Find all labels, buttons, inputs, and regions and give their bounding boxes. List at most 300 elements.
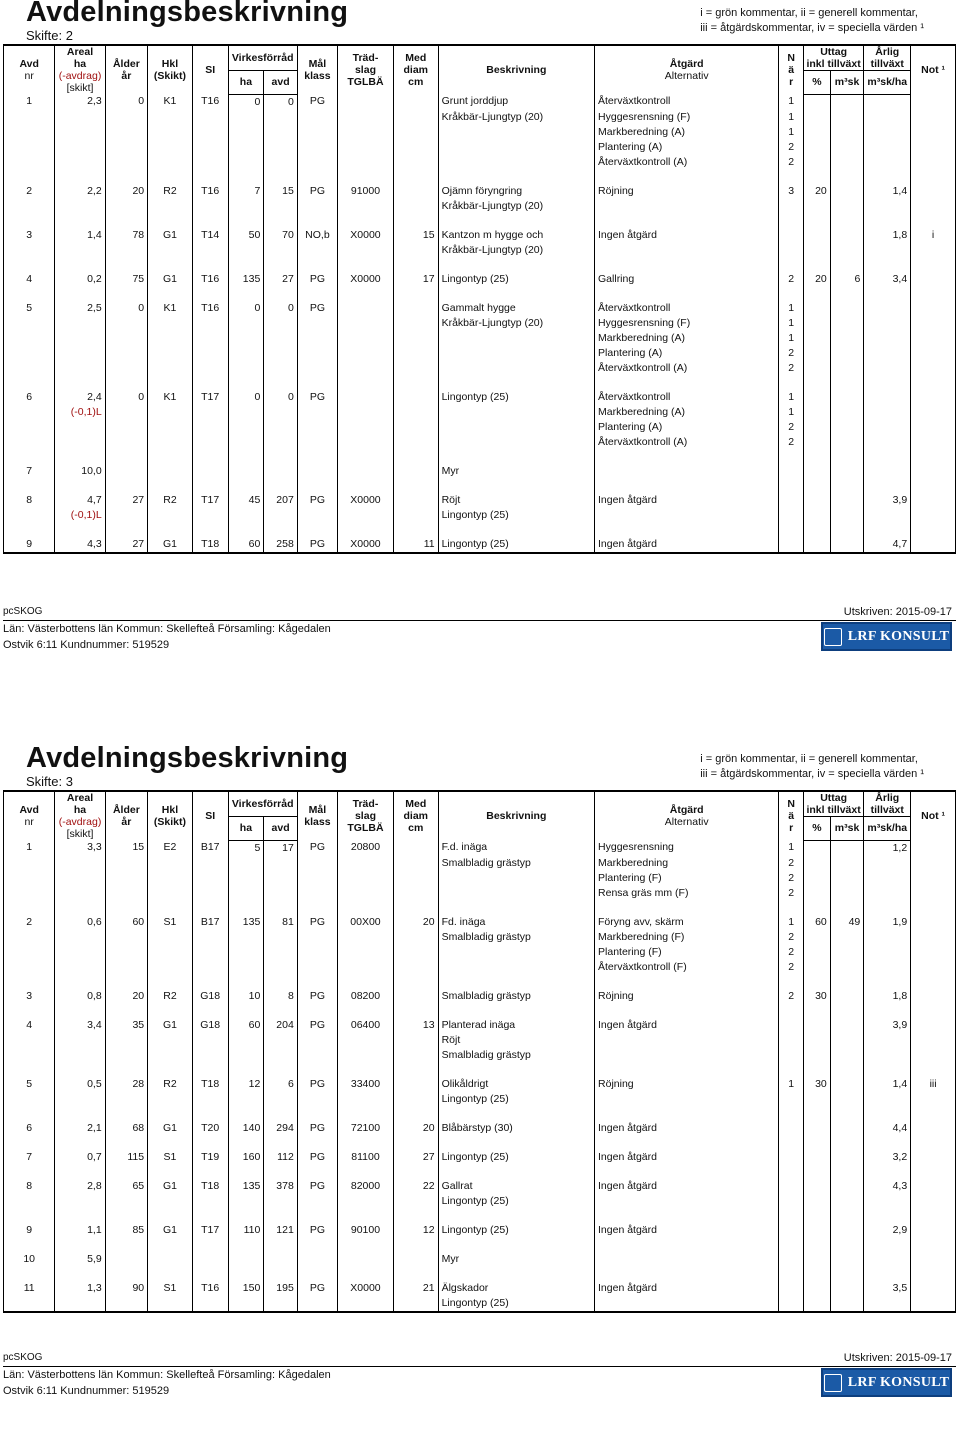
cell-uttag-pct (803, 155, 830, 170)
spacer-cell (830, 1107, 864, 1121)
cell-arlig-tillvaxt (864, 331, 911, 346)
cell-med-diam (393, 110, 438, 125)
col-hkl-header-line: (Skikt) (153, 816, 187, 828)
col-nar-header-line: N (787, 798, 795, 810)
cell-vf-ha (228, 110, 264, 125)
spacer-cell (55, 1004, 105, 1018)
cell-si: G18 (192, 1018, 228, 1033)
cell-malklass (297, 1296, 337, 1312)
cell-alder (105, 346, 147, 361)
pcskog-label: pcSKOG (3, 606, 43, 617)
cell-atgard: Hyggesrensning (F) (595, 110, 779, 125)
spacer-cell (595, 376, 779, 390)
cell-beskrivning: Gammalt hygge (438, 301, 594, 316)
spacer-cell (779, 287, 804, 301)
col-si-header (192, 45, 228, 94)
cell-malklass: PG (297, 1150, 337, 1165)
cell-beskrivning: Smalbladig grästyp (438, 930, 594, 945)
cell-tradslag: X0000 (338, 493, 394, 508)
col-areal-header (55, 45, 105, 94)
cell-vf-avd: 378 (264, 1179, 298, 1194)
cell-atgard: Markberedning (A) (595, 331, 779, 346)
table-row (4, 184, 956, 199)
cell-beskrivning: Grunt jorddjup (438, 94, 594, 110)
cell-uttag-m3sk (830, 110, 864, 125)
cell-nar (779, 537, 804, 553)
cell-avd-nr: 8 (4, 1179, 55, 1194)
cell-si: T16 (192, 1281, 228, 1296)
cell-uttag-m3sk (830, 435, 864, 450)
cell-malklass: PG (297, 1281, 337, 1296)
spacer-cell (55, 479, 105, 493)
spacer-cell (338, 258, 394, 272)
spacer-cell (148, 1063, 193, 1077)
spacer-cell (264, 1238, 298, 1252)
cell-not (911, 110, 956, 125)
col-malklass-header-line: klass (304, 816, 331, 828)
spacer-cell (864, 287, 911, 301)
cell-alder (105, 140, 147, 155)
cell-beskrivning: Myr (438, 464, 594, 479)
col-diam-header-line: diam (403, 64, 428, 76)
col-uttag-pct-header (803, 71, 830, 95)
spacer-cell (148, 1209, 193, 1223)
cell-arlig-tillvaxt (864, 856, 911, 871)
cell-si: T17 (192, 1223, 228, 1238)
cell-alder (105, 1048, 147, 1063)
row-spacer (4, 1165, 956, 1179)
col-virkesforrad-header-line: Virkesförråd (231, 798, 294, 810)
cell-si: G18 (192, 989, 228, 1004)
spacer-cell (864, 1209, 911, 1223)
cell-hkl (148, 140, 193, 155)
spacer-cell (393, 1063, 438, 1077)
spacer-cell (911, 975, 956, 989)
cell-tradslag (338, 301, 394, 316)
spacer-cell (393, 1136, 438, 1150)
cell-nar (779, 228, 804, 243)
spacer-cell (830, 1004, 864, 1018)
spacer-cell (228, 1267, 264, 1281)
cell-areal (55, 140, 105, 155)
cell-vf-ha (228, 316, 264, 331)
cell-vf-avd (264, 316, 298, 331)
cell-tradslag (338, 94, 394, 110)
cell-atgard: Ingen åtgärd (595, 1121, 779, 1136)
cell-vf-avd (264, 361, 298, 376)
spacer-cell (228, 1107, 264, 1121)
col-avd-header-line: Avd (19, 804, 39, 816)
cell-tradslag (338, 1252, 394, 1267)
cell-vf-avd: 81 (264, 915, 298, 930)
spacer-cell (228, 258, 264, 272)
cell-uttag-pct: 60 (803, 915, 830, 930)
page-skifte-3 (0, 742, 960, 1449)
cell-uttag-pct (803, 390, 830, 405)
cell-areal: 2,5 (55, 301, 105, 316)
spacer-cell (595, 258, 779, 272)
cell-uttag-pct (803, 361, 830, 376)
col-uttag-header-line: inkl tillväxt (806, 804, 861, 816)
spacer-cell (105, 523, 147, 537)
cell-si (192, 1092, 228, 1107)
cell-beskrivning (438, 140, 594, 155)
cell-alder (105, 1092, 147, 1107)
cell-atgard: Ingen åtgärd (595, 493, 779, 508)
spacer-cell (393, 376, 438, 390)
cell-vf-ha: 10 (228, 989, 264, 1004)
cell-atgard (595, 1296, 779, 1312)
cell-nar (779, 1296, 804, 1312)
spacer-cell (595, 1165, 779, 1179)
spacer-cell (393, 1107, 438, 1121)
spacer-cell (192, 214, 228, 228)
cell-areal (55, 361, 105, 376)
cell-nar (779, 1092, 804, 1107)
cell-hkl (148, 930, 193, 945)
cell-atgard: Plantering (A) (595, 346, 779, 361)
spacer-cell (864, 214, 911, 228)
col-beskrivning-header-line: Beskrivning (486, 810, 547, 822)
spacer-cell (192, 287, 228, 301)
cell-nar (779, 493, 804, 508)
cell-atgard: Markberedning (A) (595, 125, 779, 140)
cell-vf-ha: 12 (228, 1077, 264, 1092)
col-not-header (911, 791, 956, 840)
cell-malklass: PG (297, 1077, 337, 1092)
cell-uttag-m3sk: 49 (830, 915, 864, 930)
cell-malklass: PG (297, 537, 337, 553)
cell-malklass (297, 1033, 337, 1048)
cell-vf-avd (264, 464, 298, 479)
spacer-cell (830, 975, 864, 989)
cell-nar (779, 1150, 804, 1165)
cell-hkl (148, 464, 193, 479)
spacer-cell (192, 1004, 228, 1018)
col-alder-header-line: år (121, 816, 132, 828)
cell-hkl: R2 (148, 1077, 193, 1092)
comment-legend: i = grön kommentar, ii = generell kommentar, iii = åtgärdskommentar, iv = speciella värden ¹ (700, 753, 924, 780)
spacer-cell (338, 214, 394, 228)
cell-uttag-m3sk (830, 493, 864, 508)
cell-atgard: Röjning (595, 184, 779, 199)
spacer-cell (779, 1238, 804, 1252)
cell-uttag-pct (803, 199, 830, 214)
spacer-cell (393, 287, 438, 301)
cell-vf-avd (264, 420, 298, 435)
cell-vf-avd: 112 (264, 1150, 298, 1165)
spacer-cell (192, 1107, 228, 1121)
cell-areal: 2,4 (55, 390, 105, 405)
spacer-cell (4, 376, 55, 390)
spacer-cell (779, 1063, 804, 1077)
cell-malklass (297, 1194, 337, 1209)
row-spacer (4, 1136, 956, 1150)
cell-vf-ha (228, 405, 264, 420)
cell-vf-avd (264, 155, 298, 170)
spacer-cell (148, 1136, 193, 1150)
cell-hkl (148, 1092, 193, 1107)
cell-si (192, 125, 228, 140)
spacer-cell (264, 901, 298, 915)
cell-atgard: Rensa gräs mm (F) (595, 886, 779, 901)
avdelning-table (3, 790, 956, 1313)
spacer-cell (4, 450, 55, 464)
row-spacer (4, 287, 956, 301)
cell-arlig-tillvaxt: 4,7 (864, 537, 911, 553)
cell-tradslag: 72100 (338, 1121, 394, 1136)
cell-arlig-tillvaxt (864, 508, 911, 523)
col-atgard-header-line: Åtgärd (669, 804, 704, 816)
cell-malklass (297, 361, 337, 376)
col-atgard-header-line: Åtgärd (669, 58, 704, 70)
cell-alder (105, 155, 147, 170)
cell-med-diam (393, 1033, 438, 1048)
cell-si (192, 1252, 228, 1267)
col-malklass-header (297, 45, 337, 94)
col-avd-header-line: nr (24, 816, 34, 828)
cell-hkl: K1 (148, 94, 193, 110)
print-date: Utskriven: 2015-09-17 (843, 1352, 952, 1364)
spacer-cell (803, 258, 830, 272)
cell-areal: 10,0 (55, 464, 105, 479)
spacer-cell (830, 170, 864, 184)
cell-areal: 2,2 (55, 184, 105, 199)
cell-avd-nr (4, 316, 55, 331)
spacer-cell (228, 170, 264, 184)
spacer-cell (148, 975, 193, 989)
col-vf-ha-header (228, 71, 264, 95)
spacer-cell (911, 1165, 956, 1179)
spacer-cell (779, 1107, 804, 1121)
cell-beskrivning: Lingontyp (25) (438, 1223, 594, 1238)
spacer-cell (105, 1004, 147, 1018)
cell-areal (55, 155, 105, 170)
table-row-continuation (4, 1033, 956, 1048)
spacer-cell (55, 1165, 105, 1179)
cell-nar: 2 (779, 886, 804, 901)
cell-avd-nr (4, 110, 55, 125)
col-arlig-header (864, 791, 911, 817)
col-uttag-pct-header-line: % (812, 76, 822, 89)
cell-avd-nr: 7 (4, 1150, 55, 1165)
col-vf-avd-header-line: avd (271, 822, 290, 835)
cell-hkl: G1 (148, 1179, 193, 1194)
table-row-continuation (4, 930, 956, 945)
spacer-cell (338, 975, 394, 989)
spacer-cell (4, 170, 55, 184)
cell-not (911, 1121, 956, 1136)
cell-med-diam: 13 (393, 1018, 438, 1033)
col-vf-ha-header (228, 817, 264, 841)
spacer-cell (864, 1063, 911, 1077)
table-row-continuation (4, 331, 956, 346)
cell-not (911, 1281, 956, 1296)
cell-vf-avd: 0 (264, 390, 298, 405)
spacer-cell (393, 1238, 438, 1252)
spacer-cell (264, 1267, 298, 1281)
cell-not (911, 272, 956, 287)
spacer-cell (228, 1238, 264, 1252)
cell-uttag-m3sk (830, 1033, 864, 1048)
row-spacer (4, 450, 956, 464)
cell-areal: (-0,1)L (55, 508, 105, 523)
cell-med-diam (393, 316, 438, 331)
spacer-cell (803, 1004, 830, 1018)
cell-tradslag: 20800 (338, 840, 394, 856)
cell-atgard (595, 464, 779, 479)
cell-beskrivning: Lingontyp (25) (438, 272, 594, 287)
col-areal-header-line: Areal (66, 792, 94, 804)
cell-arlig-tillvaxt: 1,8 (864, 989, 911, 1004)
cell-uttag-pct (803, 110, 830, 125)
spacer-cell (105, 1136, 147, 1150)
cell-med-diam: 27 (393, 1150, 438, 1165)
spacer-cell (105, 901, 147, 915)
cell-beskrivning: Smalbladig grästyp (438, 1048, 594, 1063)
cell-arlig-tillvaxt (864, 405, 911, 420)
col-virkesforrad-header (228, 791, 297, 817)
spacer-cell (264, 1004, 298, 1018)
cell-hkl (148, 886, 193, 901)
cell-tradslag: 90100 (338, 1223, 394, 1238)
col-nar-header-line: r (789, 76, 794, 88)
cell-vf-avd: 0 (264, 301, 298, 316)
cell-med-diam (393, 155, 438, 170)
cell-malklass (297, 125, 337, 140)
cell-not (911, 840, 956, 856)
spacer-cell (192, 170, 228, 184)
col-atgard-header (595, 45, 779, 94)
col-beskrivning-header (438, 791, 594, 840)
cell-avd-nr: 1 (4, 840, 55, 856)
cell-hkl: E2 (148, 840, 193, 856)
spacer-cell (911, 1267, 956, 1281)
spacer-cell (4, 901, 55, 915)
cell-med-diam: 11 (393, 537, 438, 553)
avdelning-table (3, 44, 956, 554)
spacer-cell (864, 1107, 911, 1121)
cell-atgard: Ingen åtgärd (595, 1179, 779, 1194)
spacer-cell (338, 170, 394, 184)
cell-areal (55, 420, 105, 435)
spacer-cell (911, 1136, 956, 1150)
cell-vf-avd (264, 871, 298, 886)
cell-nar: 2 (779, 989, 804, 1004)
cell-tradslag (338, 110, 394, 125)
spacer-cell (779, 1267, 804, 1281)
cell-atgard (595, 199, 779, 214)
cell-si (192, 140, 228, 155)
cell-vf-ha (228, 140, 264, 155)
spacer-cell (803, 523, 830, 537)
cell-si (192, 316, 228, 331)
cell-beskrivning: F.d. inäga (438, 840, 594, 856)
cell-med-diam (393, 184, 438, 199)
cell-avd-nr (4, 886, 55, 901)
cell-beskrivning (438, 155, 594, 170)
cell-si (192, 110, 228, 125)
cell-alder (105, 886, 147, 901)
spacer-cell (228, 1004, 264, 1018)
cell-malklass (297, 871, 337, 886)
cell-not (911, 435, 956, 450)
col-atgard-header-line: Alternativ (664, 816, 709, 828)
spacer-cell (438, 214, 594, 228)
spacer-cell (192, 1165, 228, 1179)
spacer-cell (595, 450, 779, 464)
cell-vf-avd: 195 (264, 1281, 298, 1296)
cell-avd-nr: 3 (4, 228, 55, 243)
col-tradslag-header-line: slag (354, 810, 376, 822)
spacer-cell (192, 1209, 228, 1223)
cell-avd-nr: 9 (4, 1223, 55, 1238)
cell-alder (105, 508, 147, 523)
cell-avd-nr (4, 405, 55, 420)
spacer-cell (4, 1165, 55, 1179)
col-hkl-header-line: (Skikt) (153, 70, 187, 82)
cell-vf-avd (264, 140, 298, 155)
cell-uttag-pct (803, 886, 830, 901)
spacer-cell (595, 1004, 779, 1018)
cell-nar (779, 1223, 804, 1238)
spacer-cell (393, 1209, 438, 1223)
spacer-cell (438, 258, 594, 272)
table-row-continuation (4, 856, 956, 871)
cell-nar: 2 (779, 346, 804, 361)
col-uttag-pct-header-line: % (812, 822, 822, 835)
cell-vf-avd (264, 945, 298, 960)
cell-alder (105, 960, 147, 975)
cell-uttag-m3sk (830, 960, 864, 975)
spacer-cell (438, 170, 594, 184)
cell-med-diam (393, 199, 438, 214)
cell-areal (55, 199, 105, 214)
spacer-cell (55, 1063, 105, 1077)
cell-vf-avd: 8 (264, 989, 298, 1004)
col-arlig-header-line: tillväxt (870, 58, 904, 70)
cell-vf-ha: 135 (228, 272, 264, 287)
cell-uttag-pct (803, 435, 830, 450)
col-arlig-m3skha-header-line: m³sk/ha (867, 822, 908, 835)
cell-alder: 68 (105, 1121, 147, 1136)
spacer-cell (4, 1136, 55, 1150)
cell-areal: 0,8 (55, 989, 105, 1004)
spacer-cell (105, 1107, 147, 1121)
spacer-cell (911, 214, 956, 228)
cell-vf-ha (228, 435, 264, 450)
spacer-cell (393, 450, 438, 464)
col-areal-header-line: ha (73, 804, 87, 816)
page-skifte-2 (0, 0, 960, 703)
cell-avd-nr: 5 (4, 301, 55, 316)
spacer-cell (4, 975, 55, 989)
cell-alder (105, 435, 147, 450)
cell-vf-ha (228, 1092, 264, 1107)
cell-avd-nr (4, 930, 55, 945)
spacer-cell (438, 1063, 594, 1077)
cell-vf-avd (264, 508, 298, 523)
spacer-cell (803, 1063, 830, 1077)
cell-tradslag (338, 316, 394, 331)
cell-not (911, 94, 956, 110)
cell-vf-avd: 121 (264, 1223, 298, 1238)
cell-hkl: R2 (148, 989, 193, 1004)
cell-vf-avd (264, 243, 298, 258)
spacer-cell (864, 1165, 911, 1179)
cell-nar: 2 (779, 272, 804, 287)
cell-areal (55, 316, 105, 331)
